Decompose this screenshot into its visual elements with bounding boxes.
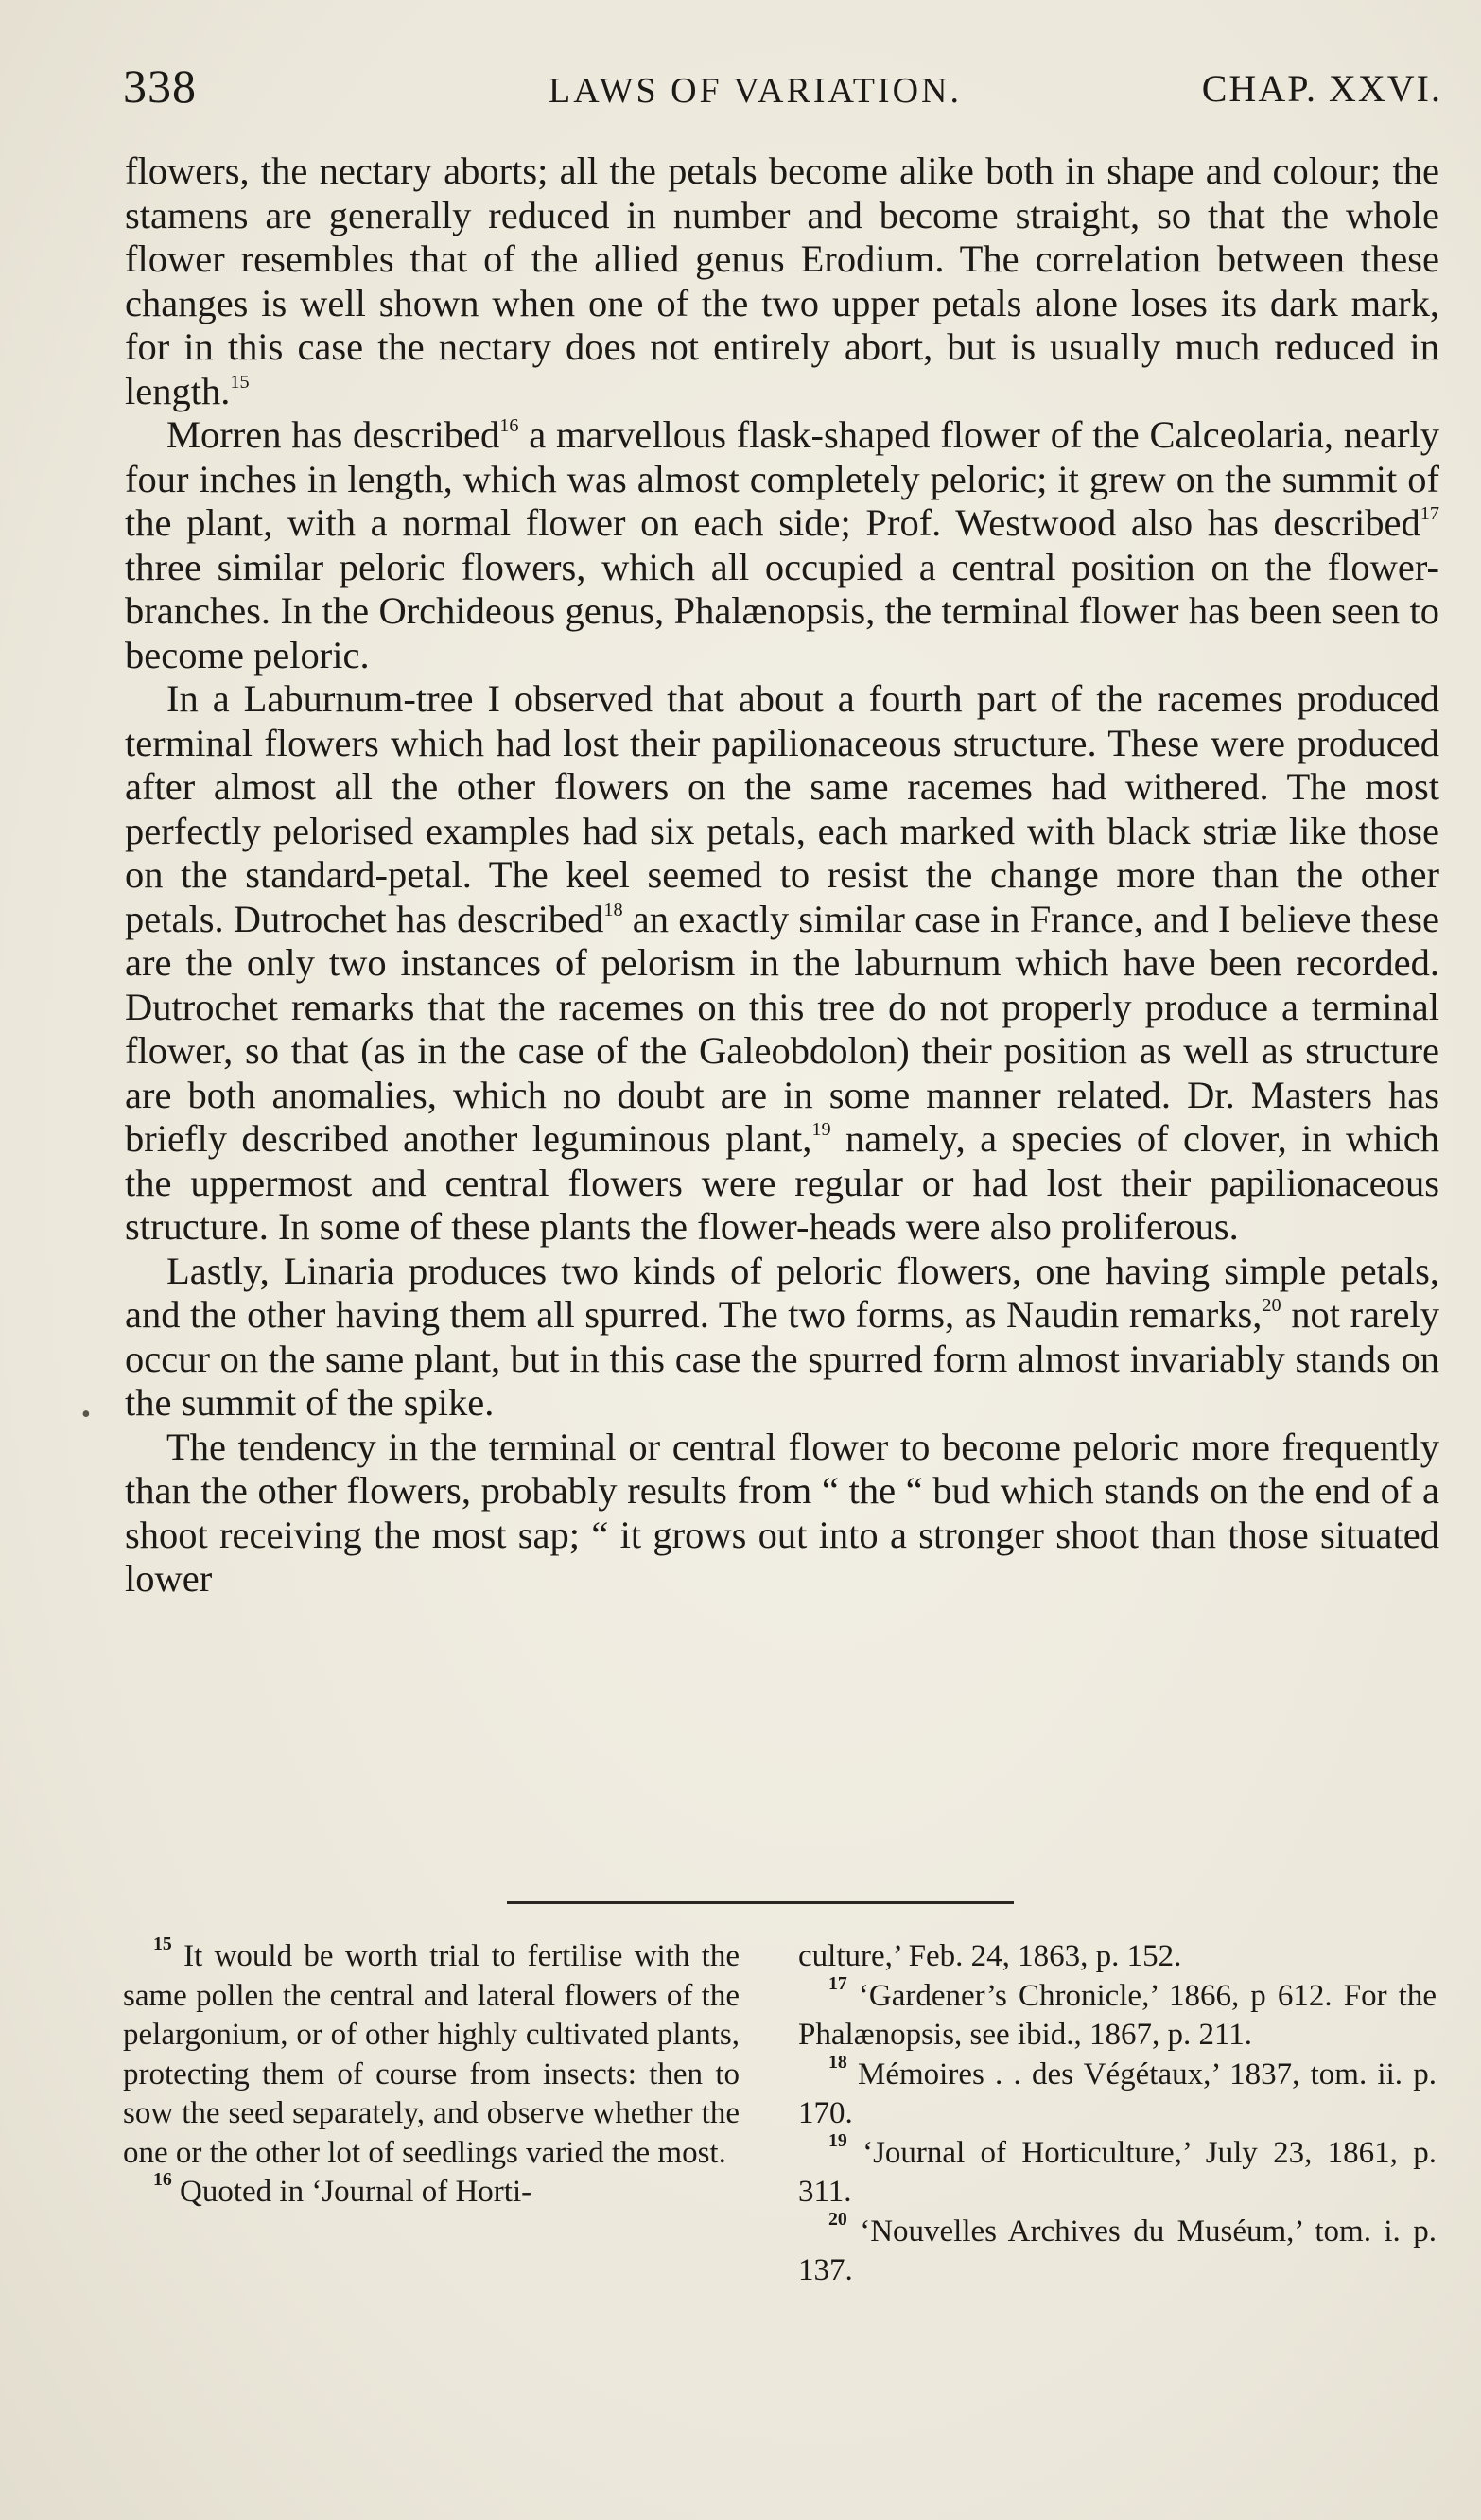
footnote (798, 1972, 1437, 2056)
footnote-text: ‘Journal of Horticulture,’ July 23, 1861, p. 311. (798, 2135, 1437, 2209)
footnote-number: 15 (153, 1934, 172, 1955)
footnote-text: ‘Gardener’s Chronicle,’ 1866, p 612. For the Phalænopsis, see ibid., 1867, p. 211. (798, 1978, 1437, 2052)
footnote-text: Quoted in ‘Journal of Horti- (171, 2175, 532, 2209)
footnote-number: 16 (153, 2169, 172, 2191)
paragraph (125, 677, 1439, 1250)
footnote-divider (507, 1901, 1014, 1904)
footnote (798, 2129, 1437, 2213)
footnotes-left-column (123, 1934, 740, 2213)
footnote-ref: 17 (1420, 502, 1439, 524)
running-head (123, 59, 1442, 115)
paragraph (125, 413, 1439, 677)
paragraph (125, 1250, 1439, 1426)
footnote-number: 20 (828, 2208, 847, 2230)
footnote-ref: 18 (603, 899, 623, 920)
paragraph-text: The tendency in the terminal or central flower to become peloric more frequently than the other flowers, probably results from “ the “ bud which stands on the end of a shoot receiving the most sap; “ it grows out into a stronger shoot than those situated lower (125, 1425, 1439, 1600)
paragraph-text: a marvellous flask-shaped flower of the Calceolaria, nearly four inches in length, which was almost completely peloric; it grew on the summit of the plant, with a normal flower on each side; Prof. Westwood also has described (125, 413, 1439, 544)
footnote-text: Mémoires . . des Végétaux,’ 1837, tom. ii. p. 170. (798, 2056, 1437, 2130)
footnote (798, 1937, 1437, 1977)
footnote-number: 19 (828, 2129, 847, 2151)
paragraph (125, 149, 1439, 413)
footnote-text: ‘Nouvelles Archives du Muséum,’ tom. i. p. 137. (798, 2214, 1437, 2287)
footnote (123, 1934, 740, 2173)
footnote-ref: 16 (499, 414, 519, 436)
footnote-ref: 15 (230, 371, 250, 393)
footnote-text: It would be worth trial to fertilise with the same pollen the central and lateral flowers of the pelargonium, or of other highly cultivated plants, protecting them of course from insects: then to sow the seed separately, and observe whether the one or the other lot of seedlings varied the most. (123, 1939, 740, 2170)
footnote-ref: 19 (811, 1118, 831, 1140)
footnote-ref: 20 (1262, 1294, 1281, 1316)
paragraph-text: not rarely occur on the same plant, but in this case the spurred form almost invariably stands on the summit of the spike. (125, 1293, 1439, 1424)
paragraph-text: three similar peloric flowers, which all occupied a central position on the flower-branches. In the Orchideous genus, Phalænopsis, the terminal flower has been seen to become peloric. (125, 545, 1439, 676)
chapter-label: CHAP. XXVI. (1201, 67, 1442, 110)
main-text (125, 149, 1439, 1601)
footnote (798, 2208, 1437, 2291)
running-title: LAWS OF VARIATION. (549, 71, 962, 111)
page-number: 338 (123, 60, 197, 113)
footnotes-right-column (798, 1937, 1437, 2291)
footnote-number: 18 (828, 2051, 847, 2073)
footnote (123, 2169, 740, 2213)
paragraph-text: an exactly similar case in France, and I believe these are the only two instances of pelorism in the laburnum which have been recorded. Dutrochet remarks that the racemes on this tree do not properly produce a terminal flower, so that (as in the case of the Galeobdolon) their position as well as structure are both anomalies, which no doubt are in some manner related. Dr. Masters has briefly described another leguminous plant, (125, 897, 1439, 1160)
paragraph-text: flowers, the nectary aborts; all the petals become alike both in shape and colour; the stamens are generally reduced in number and become straight, so that the whole flower resembles that of the allied genus Erodium. The correlation between these changes is well shown when one of the two upper petals alone loses its dark mark, for in this case the nectary does not entirely abort, but is usually much reduced in length. (125, 149, 1439, 412)
footnote (798, 2051, 1437, 2134)
paragraph-text: namely, a species of clover, in which the uppermost and central flowers were regular or had lost their papilionaceous structure. In some of these plants the flower-heads were also proliferous. (125, 1117, 1439, 1248)
margin-dot: • (81, 1400, 91, 1429)
paragraph (125, 1426, 1439, 1601)
paragraph-text: Morren has described (166, 413, 500, 456)
footnote-text: culture,’ Feb. 24, 1863, p. 152. (798, 1939, 1182, 1973)
footnote-number: 17 (828, 1972, 847, 1994)
paragraph-text: In a Laburnum-tree I observed that about a fourth part of the racemes produced terminal flowers which had lost their papilionaceous structure. These were produced after almost all the other flowers on the same racemes had withered. The most perfectly pelorised examples had six petals, each marked with black striæ like those on the standard-petal. The keel seemed to resist the change more than the other petals. Dutrochet has described (125, 677, 1439, 940)
paragraph-text: Lastly, Linaria produces two kinds of peloric flowers, one having simple petals, and the other having them all spurred. The two forms, as Naudin remarks, (125, 1249, 1439, 1336)
